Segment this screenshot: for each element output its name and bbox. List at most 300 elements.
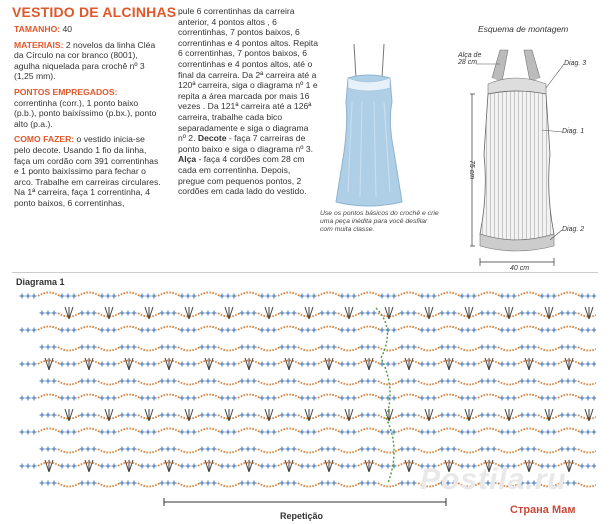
chain-arc (138, 483, 160, 487)
sc-stitch (272, 294, 277, 299)
sc-stitch (240, 447, 245, 452)
chain-arc (278, 293, 300, 297)
sc-stitch (80, 379, 85, 384)
sc-stitch (72, 362, 77, 367)
sc-stitch (100, 362, 105, 367)
chain-arc (498, 449, 520, 453)
sc-stitch (46, 379, 51, 384)
chain-arc (358, 395, 380, 399)
sc-stitch (180, 464, 185, 469)
sc-stitch (280, 311, 285, 316)
sc-stitch (332, 447, 337, 452)
sc-stitch (372, 413, 377, 418)
sc-stitch (132, 413, 137, 418)
sc-stitch (106, 328, 111, 333)
sc-stitch (72, 396, 77, 401)
sc-stitch (346, 464, 351, 469)
sc-stitch (100, 294, 105, 299)
sc-stitch (26, 294, 31, 299)
sc-stitch (200, 345, 205, 350)
sc-stitch (432, 294, 437, 299)
sc-stitch (386, 294, 391, 299)
sc-stitch (240, 311, 245, 316)
sc-stitch (192, 362, 197, 367)
sc-stitch (100, 328, 105, 333)
sc-stitch (186, 430, 191, 435)
sc-stitch (586, 396, 591, 401)
sc-stitch (360, 311, 365, 316)
sc-stitch (340, 396, 345, 401)
sc-stitch (540, 294, 545, 299)
sc-stitch (552, 362, 557, 367)
chain-arc (418, 449, 440, 453)
sc-stitch (266, 294, 271, 299)
sc-stitch (452, 447, 457, 452)
sc-stitch (100, 396, 105, 401)
sc-stitch (340, 328, 345, 333)
sc-stitch (20, 464, 25, 469)
sc-stitch (32, 294, 37, 299)
sc-stitch (420, 294, 425, 299)
sc-stitch (500, 294, 505, 299)
materials-paragraph (14, 40, 162, 82)
sc-stitch (186, 328, 191, 333)
sc-stitch (60, 294, 65, 299)
chain-arc (298, 381, 320, 385)
sc-stitch (212, 481, 217, 486)
sc-stitch (232, 464, 237, 469)
sc-stitch (346, 430, 351, 435)
chain-arc (238, 293, 260, 297)
sc-stitch (252, 413, 257, 418)
sc-stitch (486, 311, 491, 316)
chain-arc (38, 293, 60, 297)
sc-stitch (166, 379, 171, 384)
alca-text: - faça 4 cordões com 28 cm cada em correntinha. Depois, pregue com pequenos pontos, 2 cordões em cada lado do vestido. (178, 154, 307, 197)
chain-arc (318, 327, 340, 331)
sc-stitch (166, 311, 171, 316)
sc-stitch (540, 328, 545, 333)
sc-stitch (506, 362, 511, 367)
sc-stitch (300, 362, 305, 367)
diag2-label: Diag. 2 (562, 226, 585, 233)
chain-arc (258, 381, 280, 385)
chain-arc (358, 293, 380, 297)
sc-stitch (112, 464, 117, 469)
sc-stitch (246, 481, 251, 486)
sc-stitch (240, 481, 245, 486)
chain-arc (118, 429, 140, 433)
dress-photo (318, 42, 418, 210)
sc-stitch (172, 481, 177, 486)
chain-arc (38, 327, 60, 331)
chain-arc (238, 395, 260, 399)
chain-arc (98, 381, 120, 385)
chain-arc (218, 483, 240, 487)
chain-arc (338, 483, 360, 487)
chain-arc (38, 429, 60, 433)
sc-stitch (132, 481, 137, 486)
sc-stitch (440, 447, 445, 452)
sc-stitch (32, 430, 37, 435)
sc-stitch (520, 447, 525, 452)
alca-label: Alça (178, 154, 197, 165)
sc-stitch (306, 396, 311, 401)
sc-stitch (526, 345, 531, 350)
sc-stitch (72, 328, 77, 333)
sc-stitch (126, 481, 131, 486)
sc-stitch (492, 447, 497, 452)
sc-stitch (20, 430, 25, 435)
sc-stitch (106, 294, 111, 299)
sc-stitch (112, 396, 117, 401)
sc-stitch (566, 311, 571, 316)
sc-stitch (440, 379, 445, 384)
sc-stitch (46, 311, 51, 316)
chain-arc (298, 483, 320, 487)
sc-stitch (260, 328, 265, 333)
sc-stitch (352, 362, 357, 367)
sc-stitch (132, 345, 137, 350)
sc-stitch (160, 345, 165, 350)
sc-stitch (592, 396, 597, 401)
chain-arc (338, 449, 360, 453)
sc-stitch (566, 413, 571, 418)
sc-stitch (152, 328, 157, 333)
chain-arc (358, 429, 380, 433)
sc-stitch (432, 430, 437, 435)
sc-stitch (446, 413, 451, 418)
chain-arc (558, 429, 580, 433)
sc-stitch (332, 481, 337, 486)
sc-stitch (480, 345, 485, 350)
sc-stitch (580, 328, 585, 333)
chain-arc (78, 293, 100, 297)
sc-stitch (266, 328, 271, 333)
chain-arc (518, 395, 540, 399)
sc-stitch (252, 311, 257, 316)
sc-stitch (566, 345, 571, 350)
sc-stitch (280, 481, 285, 486)
sc-stitch (366, 481, 371, 486)
width-label: 40 cm (510, 265, 530, 272)
diag3-label: Diag. 3 (564, 60, 587, 67)
chain-arc (118, 395, 140, 399)
sc-stitch (552, 294, 557, 299)
chain-arc (138, 381, 160, 385)
sc-stitch (66, 396, 71, 401)
chain-arc (98, 483, 120, 487)
sc-stitch (426, 362, 431, 367)
sc-stitch (46, 345, 51, 350)
size-label: TAMANHO: (14, 24, 61, 34)
sc-stitch (480, 379, 485, 384)
sc-stitch (552, 396, 557, 401)
chain-arc (478, 327, 500, 331)
chain-arc (558, 327, 580, 331)
sc-stitch (226, 396, 231, 401)
sc-stitch (32, 396, 37, 401)
chain-arc (78, 429, 100, 433)
sc-stitch (466, 362, 471, 367)
sc-stitch (326, 311, 331, 316)
sc-stitch (560, 413, 565, 418)
chain-arc (138, 347, 160, 351)
chain-arc (278, 327, 300, 331)
sc-stitch (412, 311, 417, 316)
page-title: VESTIDO DE ALCINHAS (12, 4, 177, 20)
sc-stitch (572, 481, 577, 486)
sc-stitch (546, 362, 551, 367)
sc-stitch (586, 430, 591, 435)
sc-stitch (440, 345, 445, 350)
sc-stitch (286, 413, 291, 418)
howto-text: o vestido inicia-se pelo decote. Usando 1 fio da linha, faça um cordão com 391 correntinhas e 1 ponto baixíssimo para fechar o arco. Trabalhe em carreiras circulares. Na 1ª carreira, faça 1 correntinha, 4 ponto baixos, 6 correntinhas, (14, 134, 161, 208)
sc-stitch (520, 345, 525, 350)
sc-stitch (580, 396, 585, 401)
sc-stitch (346, 396, 351, 401)
sc-stitch (112, 430, 117, 435)
sc-stitch (560, 311, 565, 316)
chain-arc (158, 429, 180, 433)
sc-stitch (506, 396, 511, 401)
sc-stitch (280, 379, 285, 384)
chain-arc (338, 381, 360, 385)
sc-stitch (400, 311, 405, 316)
sc-stitch (312, 464, 317, 469)
sc-stitch (232, 294, 237, 299)
chain-arc (38, 395, 60, 399)
sc-stitch (46, 413, 51, 418)
sc-stitch (220, 396, 225, 401)
sc-stitch (252, 379, 257, 384)
chain-arc (238, 429, 260, 433)
sc-stitch (346, 362, 351, 367)
sc-stitch (406, 481, 411, 486)
materials-text: 2 novelos da linha Cléa da Círculo na cor branco (8001), agulha niquelada para crochê nº 3 (1,25 mm). (14, 39, 156, 82)
chain-arc (538, 381, 560, 385)
chain-arc (238, 327, 260, 331)
sc-stitch (480, 311, 485, 316)
sc-stitch (572, 379, 577, 384)
sc-stitch (300, 430, 305, 435)
sc-stitch (326, 413, 331, 418)
sc-stitch (272, 464, 277, 469)
sc-stitch (332, 345, 337, 350)
sc-stitch (32, 464, 37, 469)
sc-stitch (546, 396, 551, 401)
stitches-label: PONTOS EMPREGADOS: (14, 86, 118, 97)
chain-arc (118, 327, 140, 331)
materials-label: MATERIAIS: (14, 39, 64, 50)
sc-stitch (512, 294, 517, 299)
sc-stitch (420, 328, 425, 333)
sc-stitch (540, 362, 545, 367)
instructions-column-2 (178, 6, 318, 197)
chain-arc (178, 449, 200, 453)
sc-stitch (40, 447, 45, 452)
sc-stitch (460, 362, 465, 367)
sc-stitch (240, 413, 245, 418)
sc-stitch (580, 362, 585, 367)
size-line (14, 24, 162, 35)
sc-stitch (132, 311, 137, 316)
sc-stitch (412, 481, 417, 486)
stitches-text: correntinha (corr.), 1 ponto baixo (p.b.), ponto baixíssimo (p.bx.), ponto alto (p.a.). (14, 97, 157, 129)
sc-stitch (106, 362, 111, 367)
sc-stitch (32, 328, 37, 333)
chain-arc (178, 381, 200, 385)
repeat-marker-line (376, 308, 394, 483)
sc-stitch (286, 379, 291, 384)
howto-label: COMO FAZER: (14, 134, 75, 145)
sc-stitch (586, 362, 591, 367)
sc-stitch (366, 413, 371, 418)
sc-stitch (66, 328, 71, 333)
sc-stitch (60, 396, 65, 401)
sc-stitch (580, 294, 585, 299)
sc-stitch (232, 328, 237, 333)
howto-paragraph (14, 134, 162, 208)
chain-arc (118, 293, 140, 297)
sc-stitch (60, 328, 65, 333)
height-label: 75 cm (468, 159, 476, 180)
sc-stitch (592, 430, 597, 435)
sc-stitch (586, 294, 591, 299)
sc-stitch (266, 362, 271, 367)
sc-stitch (60, 430, 65, 435)
sc-stitch (466, 294, 471, 299)
sc-stitch (412, 345, 417, 350)
divider (12, 272, 598, 273)
chain-arc (518, 293, 540, 297)
chain-arc (498, 381, 520, 385)
sc-stitch (26, 328, 31, 333)
sc-stitch (100, 430, 105, 435)
chain-arc (298, 347, 320, 351)
photo-caption: Use os pontos básicos do crochê e crie uma peça inédita para você desfilar com muita classe. (320, 210, 439, 233)
chain-arc (518, 429, 540, 433)
watermark: Postila.ru (420, 463, 567, 496)
sc-stitch (300, 328, 305, 333)
sc-stitch (380, 464, 385, 469)
chain-arc (578, 449, 596, 453)
sc-stitch (260, 294, 265, 299)
sc-stitch (86, 447, 91, 452)
sc-stitch (186, 464, 191, 469)
chain-arc (398, 327, 420, 331)
chain-arc (318, 429, 340, 433)
sc-stitch (72, 294, 77, 299)
chain-arc (498, 347, 520, 351)
sc-stitch (120, 311, 125, 316)
sc-stitch (172, 345, 177, 350)
sc-stitch (552, 430, 557, 435)
sc-stitch (20, 328, 25, 333)
sc-stitch (252, 345, 257, 350)
diag1-label: Diag. 1 (562, 128, 585, 135)
sc-stitch (372, 345, 377, 350)
sc-stitch (580, 464, 585, 469)
sc-stitch (126, 345, 131, 350)
sc-stitch (172, 413, 177, 418)
sc-stitch (200, 447, 205, 452)
sc-stitch (40, 379, 45, 384)
sc-stitch (60, 362, 65, 367)
sc-stitch (580, 430, 585, 435)
sc-stitch (246, 447, 251, 452)
sc-stitch (266, 396, 271, 401)
sc-stitch (532, 311, 537, 316)
sc-stitch (26, 396, 31, 401)
chain-arc (518, 327, 540, 331)
sc-stitch (552, 328, 557, 333)
chain-arc (278, 395, 300, 399)
sc-stitch (306, 464, 311, 469)
repeat-label: Repetição (280, 511, 324, 521)
sc-stitch (386, 430, 391, 435)
sc-stitch (566, 379, 571, 384)
sc-stitch (192, 464, 197, 469)
chain-arc (318, 395, 340, 399)
sc-stitch (200, 481, 205, 486)
sc-stitch (80, 413, 85, 418)
sc-stitch (146, 362, 151, 367)
sc-stitch (372, 379, 377, 384)
sc-stitch (466, 430, 471, 435)
chain-arc (158, 395, 180, 399)
sc-stitch (520, 413, 525, 418)
sc-stitch (26, 430, 31, 435)
sc-stitch (446, 447, 451, 452)
sc-stitch (346, 328, 351, 333)
sc-stitch (526, 413, 531, 418)
sc-stitch (26, 362, 31, 367)
sc-stitch (40, 345, 45, 350)
sc-stitch (320, 481, 325, 486)
sc-stitch (252, 447, 257, 452)
sc-stitch (360, 447, 365, 452)
sc-stitch (20, 396, 25, 401)
chain-arc (138, 449, 160, 453)
chain-arc (98, 449, 120, 453)
sc-stitch (512, 328, 517, 333)
sc-stitch (126, 447, 131, 452)
sc-stitch (486, 447, 491, 452)
sc-stitch (460, 328, 465, 333)
sc-stitch (72, 464, 77, 469)
scheme-title: Esquema de montagem (478, 24, 569, 34)
sc-stitch (232, 396, 237, 401)
sc-stitch (420, 362, 425, 367)
sc-stitch (112, 294, 117, 299)
chain-arc (538, 449, 560, 453)
sc-stitch (152, 430, 157, 435)
chain-arc (538, 347, 560, 351)
sc-stitch (140, 396, 145, 401)
sc-stitch (560, 379, 565, 384)
sc-stitch (292, 345, 297, 350)
sc-stitch (212, 345, 217, 350)
sc-stitch (360, 379, 365, 384)
sc-stitch (292, 481, 297, 486)
sc-stitch (380, 328, 385, 333)
sc-stitch (92, 413, 97, 418)
sc-stitch (240, 345, 245, 350)
sc-stitch (286, 447, 291, 452)
sc-stitch (300, 464, 305, 469)
sc-stitch (480, 447, 485, 452)
